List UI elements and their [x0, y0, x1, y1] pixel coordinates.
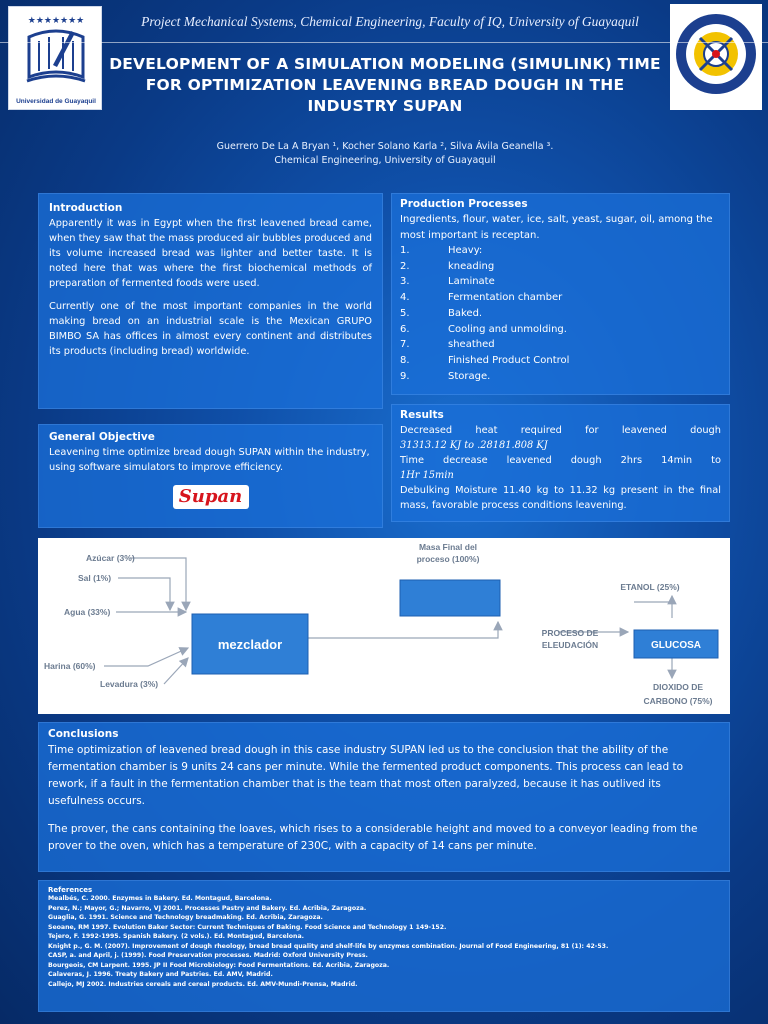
svg-text:★★★★★★★: ★★★★★★★	[27, 16, 85, 26]
results-panel	[391, 404, 730, 522]
co2-label-2: CARBONO (75%)	[643, 696, 713, 706]
introduction-paragraph-2: Currently one of the most important companies in the world making bread on an industrial scale is the Mexican GRUPO BIMBO SA has offices in almost every continent and distributes its products (including bread) worldwide.	[49, 301, 372, 357]
final-mass-box	[400, 580, 500, 616]
faculty-seal-icon	[670, 4, 762, 110]
results-line-1: Decreased heat required for leavened dough	[400, 425, 721, 436]
results-line-2: 31313.12 KJ to .28181.808 KJ	[400, 440, 548, 451]
reference-item: CASP, a. and April, j. (1999). Food Preservation processes. Madrid: Oxford University Press.	[48, 952, 368, 959]
final-mass-label-2: proceso (100%)	[416, 554, 480, 564]
production-steps	[400, 243, 721, 384]
authors-block	[120, 140, 650, 168]
reference-item: Knight p., G. M. (2007). Improvement of dough rheology, bread bread quality and shelf-life by enzymes combination. Journal of Food Engineering, 81 (1): 42-53.	[48, 942, 609, 950]
results-line-5: Debulking Moisture 11.40 kg to 11.32 kg present in the final mass, favorable process conditions leavening.	[400, 485, 721, 511]
reference-item: Calaveras, J. 1996. Treaty Bakery and Pastries. Ed. AMV, Madrid.	[48, 971, 273, 978]
institution-line: Project Mechanical Systems, Chemical Engineering, Faculty of IQ, University of Guayaquil	[141, 14, 639, 29]
production-intro: Ingredients, flour, water, ice, salt, yeast, sugar, oil, among the most important is receptan.	[400, 214, 713, 241]
faculty-seal	[670, 4, 762, 110]
reference-item: Perez, N.; Mayor, G.; Navarro, VJ 2001. Processes Pastry and Bakery. Ed. Acribia, Zaragoza.	[48, 904, 367, 912]
co2-label: DIOXIDO DE	[652, 682, 704, 692]
objective-panel	[38, 424, 383, 528]
list-item: 4. Fermentation chamber	[400, 292, 563, 304]
conclusions-paragraph-1: Time optimization of leavened bread dough in this case industry SUPAN led us to the conclusion that the ability of the fermentation chamber is 9 units 24 cans per minute. While the fermented product components. This process can lead to rework, if a fault in the fermentation chamber that is the team that most often paralyzed, because it has outlived its usefulness occurs.	[48, 744, 684, 807]
university-logo-caption: Universidad de Guayaquil	[16, 98, 96, 105]
list-item: 3. Laminate	[400, 276, 495, 288]
results-line-4: 1Hr 15min	[400, 470, 454, 481]
reference-item: Seoane, RM 1997. Evolution Baker Sector: Current Techniques of Baking. Food Science and Technology 1 149-152.	[48, 923, 447, 931]
results-line-3: Time decrease leavened dough 2hrs 14min to	[400, 455, 721, 466]
ethanol-label: ETANOL (25%)	[620, 582, 680, 592]
university-crest-icon	[9, 7, 103, 111]
authors: Guerrero De La A Bryan ¹, Kocher Solano Karla ², Silva Ávila Geanella ³.	[216, 141, 554, 152]
production-panel	[391, 193, 730, 395]
input-water: Agua (33%)	[64, 607, 111, 617]
final-mass-label: Masa Final del	[418, 542, 478, 552]
list-item: 9. Storage.	[400, 370, 491, 382]
input-sugar: Azúcar (3%)	[86, 553, 135, 563]
poster-title: DEVELOPMENT OF A SIMULATION MODELING (SIMULINK) TIME FOR OPTIMIZATION LEAVENING BREAD DOUGH IN THE INDUSTRY SUPAN	[109, 55, 661, 115]
process-diagram	[38, 538, 730, 714]
objective-text: Leavening time optimize bread dough SUPAN within the industry, using software simulators to improve efficiency.	[49, 447, 370, 473]
supan-logo: Supan	[173, 485, 249, 509]
reference-item: Guaglia, G. 1991. Science and Technology breadmaking. Ed. Acribia, Zaragoza.	[48, 914, 323, 921]
list-item: 2. kneading	[400, 260, 495, 272]
reference-item: Bourgeois, CM Larpent. 1995. JP II Food Microbiology: Food Fermentations. Ed. Acribia, Zaragoza.	[48, 961, 390, 969]
mixer-label: mezclador	[217, 637, 283, 652]
objective-heading: General Objective	[49, 431, 155, 443]
university-logo	[8, 6, 102, 110]
process-label: PROCESO DE	[541, 628, 599, 638]
process-flow-diagram	[38, 538, 730, 714]
affiliation: Chemical Engineering, University of Guayaquil	[274, 155, 496, 166]
introduction-heading: Introduction	[49, 202, 123, 214]
references-heading: References	[48, 886, 93, 894]
reference-item: Callejo, MJ 2002. Industries cereals and cereal products. Ed. AMV-Mundi-Prensa, Madrid.	[48, 980, 358, 988]
list-item: 7. sheathed	[400, 339, 495, 351]
conclusions-heading: Conclusions	[48, 728, 119, 740]
list-item: 1. Heavy:	[400, 245, 483, 256]
input-salt: Sal (1%)	[78, 573, 112, 583]
production-heading: Production Processes	[400, 198, 528, 210]
header-divider	[0, 42, 768, 43]
list-item: 5. Baked.	[400, 307, 483, 319]
input-yeast: Levadura (3%)	[100, 679, 159, 689]
list-item: 8. Finished Product Control	[400, 354, 570, 366]
process-label-2: ELEUDACIÓN	[541, 640, 599, 650]
results-heading: Results	[400, 409, 444, 421]
input-flour: Harina (60%)	[44, 661, 96, 671]
references-panel	[38, 880, 730, 1012]
reference-item: Mealbés, C. 2000. Enzymes in Bakery. Ed. Montagud, Barcelona.	[48, 895, 272, 902]
introduction-paragraph-1: Apparently it was in Egypt when the first leavened bread came, when they saw that the mass produced air bubbles produced and its volume increased bread was lighter and better taste. It is noted here that was where the first biochemical methods of preparation of fermented foods were used.	[49, 218, 372, 289]
conclusions-paragraph-2: The prover, the cans containing the loaves, which rises to a considerable height and moved to a conveyor leading from the prover to the oven, which has a temperature of 230C, with a capacity of 14 cans per minute.	[48, 823, 698, 852]
reference-item: Tejero, F. 1992-1995. Spanish Bakery. (2 vols.). Ed. Montagud, Barcelona.	[48, 933, 304, 940]
conclusions-panel	[38, 722, 730, 872]
list-item: 6. Cooling and unmolding.	[400, 323, 567, 335]
glucose-label: GLUCOSA	[651, 640, 701, 651]
introduction-panel	[38, 193, 383, 409]
